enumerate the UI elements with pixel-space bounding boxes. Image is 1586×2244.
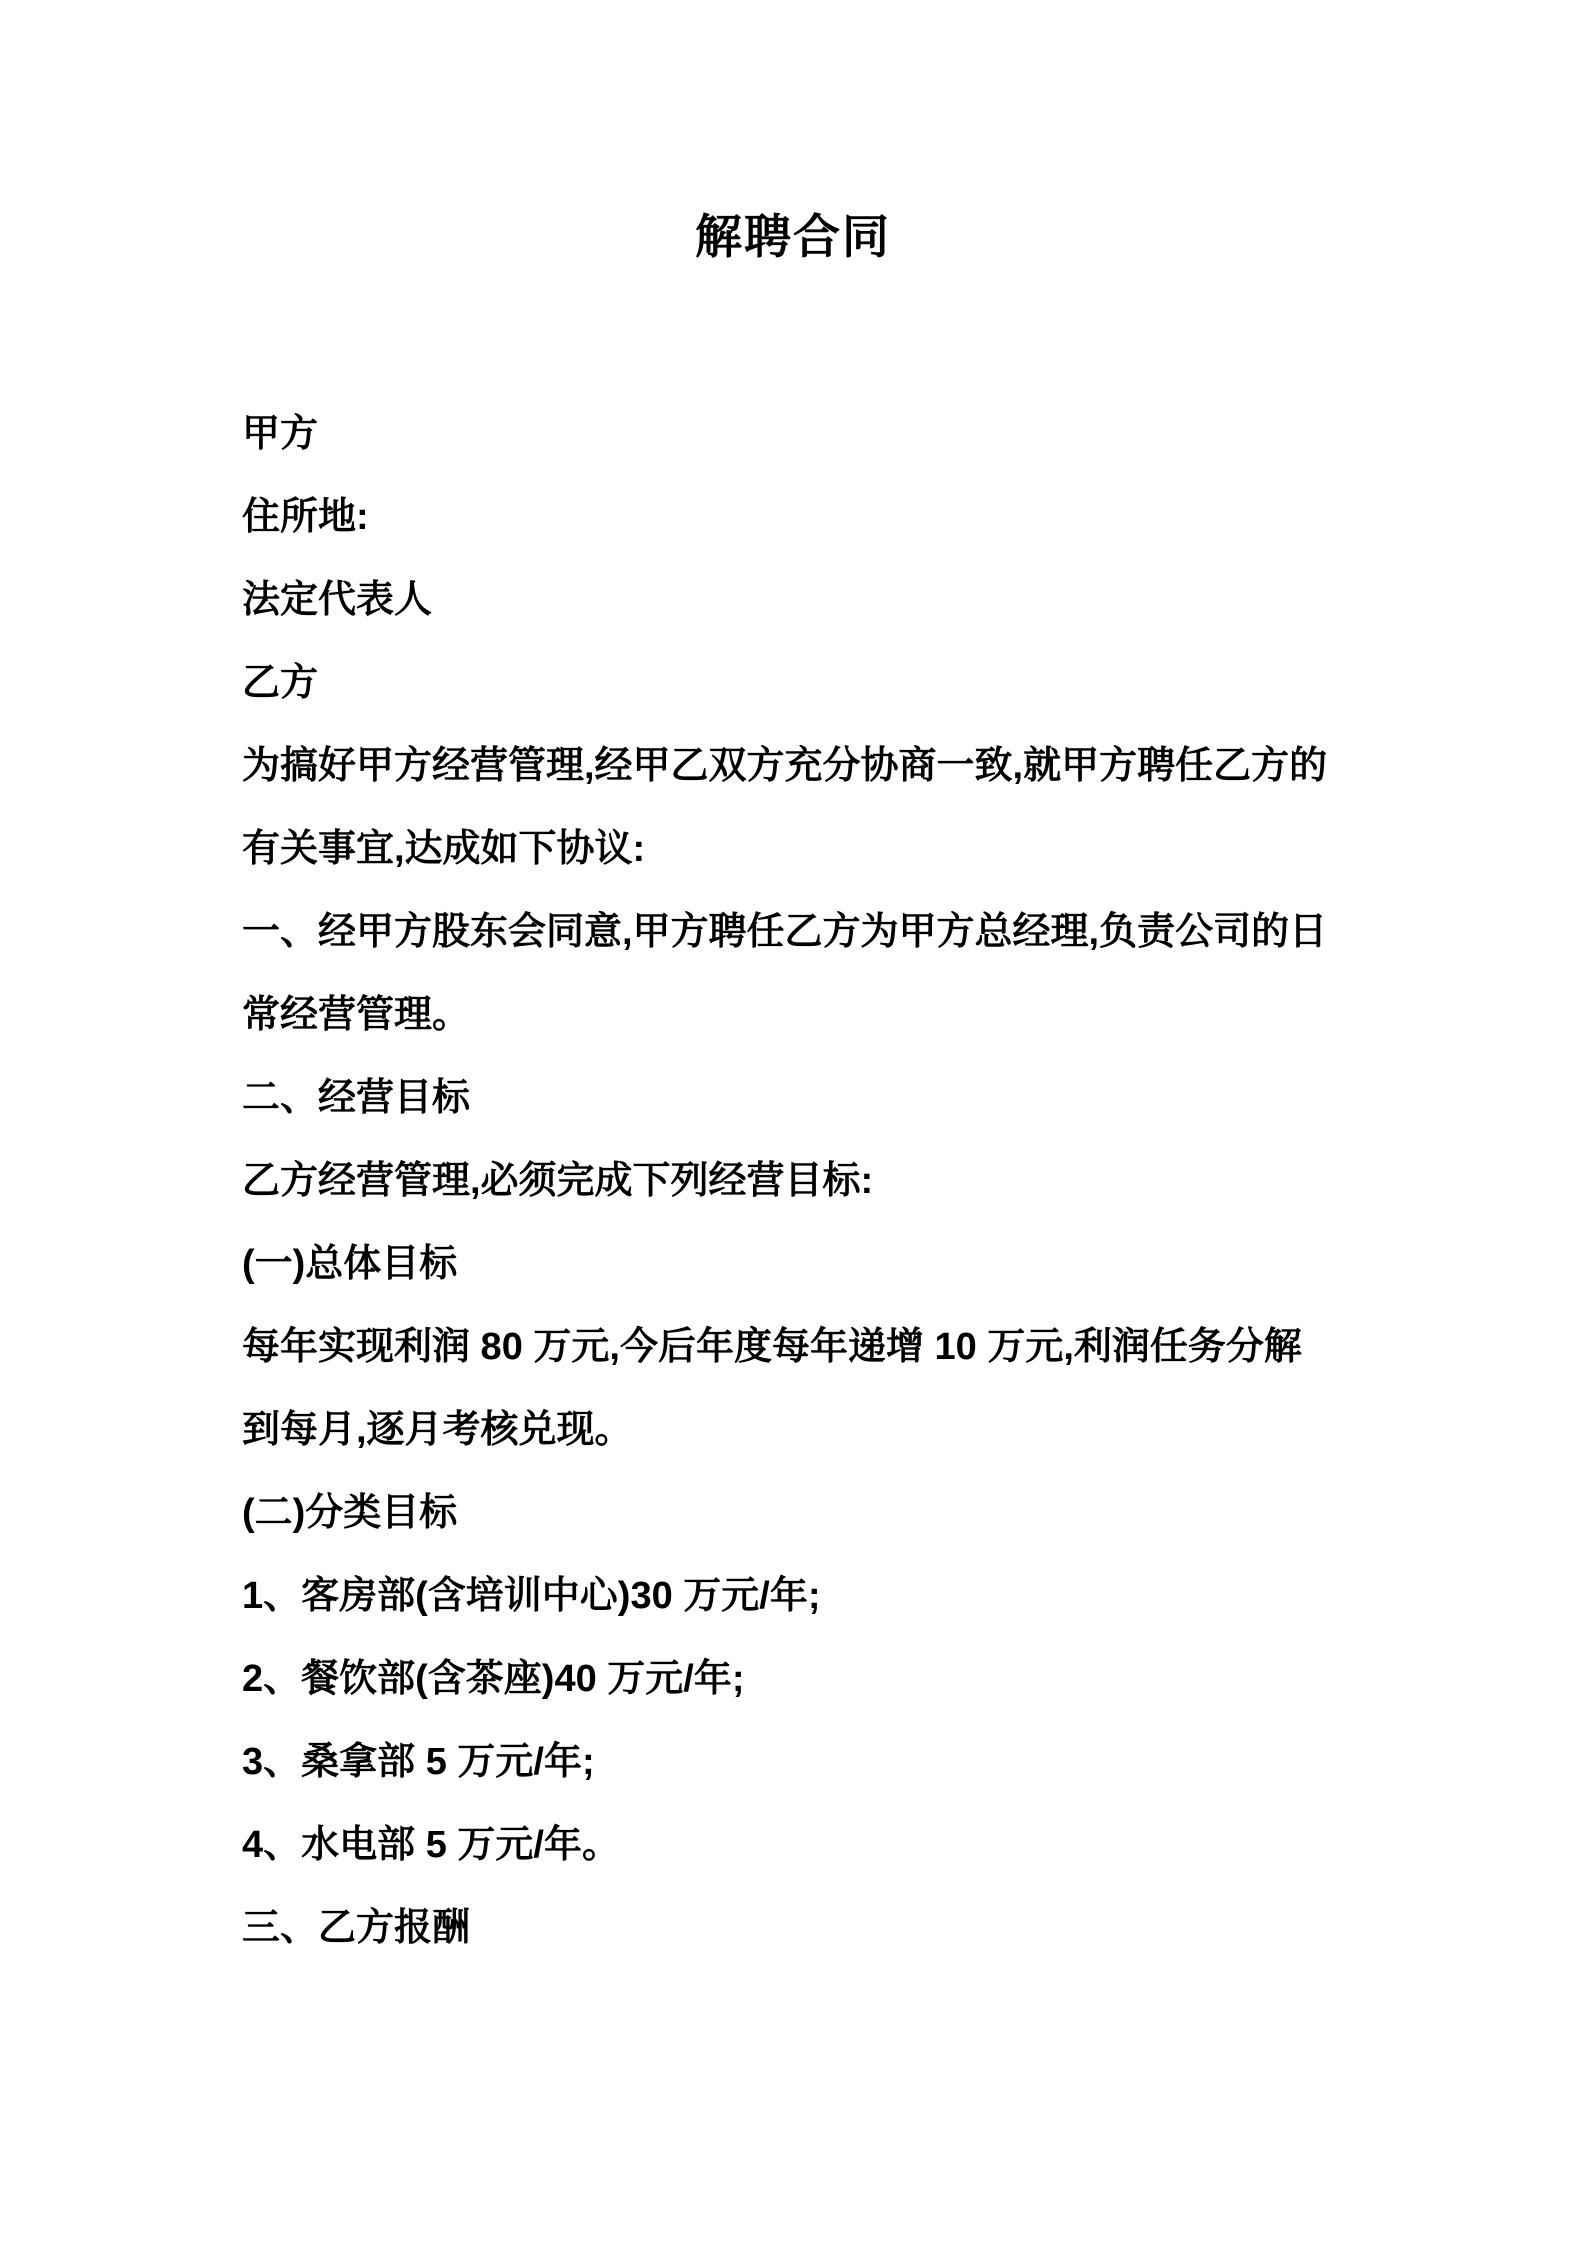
document-line: (二)分类目标 xyxy=(242,1492,458,1534)
document-line: 为搞好甲方经营管理,经甲乙双方充分协商一致,就甲方聘任乙方的 xyxy=(242,745,1328,787)
document-line: 4、水电部 5 万元/年。 xyxy=(242,1824,620,1866)
document-line: 1、客房部(含培训中心)30 万元/年; xyxy=(242,1575,821,1617)
document-line: 常经营管理。 xyxy=(242,994,471,1036)
document-line: 乙方 xyxy=(242,662,319,704)
document-line: 每年实现利润 80 万元,今后年度每年递增 10 万元,利润任务分解 xyxy=(242,1326,1302,1368)
document-line: 一、经甲方股东会同意,甲方聘任乙方为甲方总经理,负责公司的日 xyxy=(242,911,1328,953)
document-line: 住所地: xyxy=(242,496,369,538)
document-line: 有关事宜,达成如下协议: xyxy=(242,828,646,870)
document-line: 3、桑拿部 5 万元/年; xyxy=(242,1741,595,1783)
document-line: 二、经营目标 xyxy=(242,1077,471,1119)
document-line: 到每月,逐月考核兑现。 xyxy=(242,1409,633,1451)
document-title: 解聘合同 xyxy=(695,210,891,263)
document-line: 乙方经营管理,必须完成下列经营目标: xyxy=(242,1160,874,1202)
document-line: (一)总体目标 xyxy=(242,1243,458,1285)
document-line: 2、餐饮部(含茶座)40 万元/年; xyxy=(242,1658,745,1700)
document-line: 法定代表人 xyxy=(242,579,433,621)
document-line: 三、乙方报酬 xyxy=(242,1907,471,1949)
document-body xyxy=(242,393,1362,1970)
document-line: 甲方 xyxy=(242,413,319,455)
